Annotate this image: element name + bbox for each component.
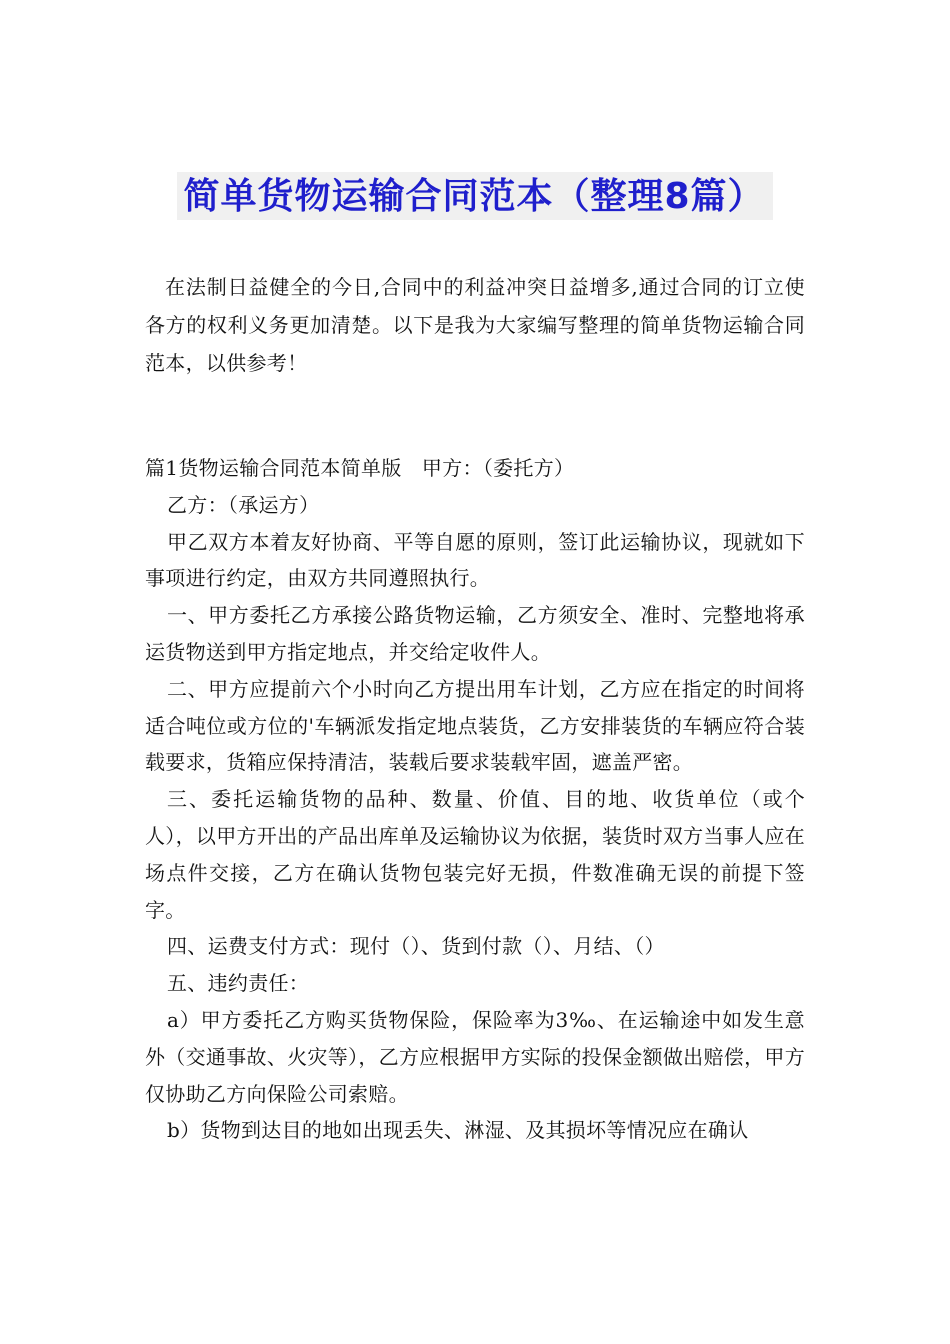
clause-5b: b）货物到达目的地如出现丢失、淋湿、及其损坏等情况应在确认 — [167, 1118, 749, 1143]
clause-2: 二、甲方应提前六个小时向乙方提出用车计划，乙方应在指定的时间将适合吨位或方位的'车辆派发指定地点装货，乙方安排装货的车辆应符合装载要求，货箱应保持清洁，装载后要求装载牢固，遮盖严密。 — [145, 676, 805, 775]
clause-1: 一、甲方委托乙方承接公路货物运输，乙方须安全、准时、完整地将承运货物送到甲方指定地点，并交给定收件人。 — [145, 603, 805, 664]
clause-4: 四、运费支付方式：现付（）、货到付款（）、月结、（） — [167, 934, 665, 959]
section-heading: 篇1货物运输合同范本简单版 甲方：（委托方） — [145, 456, 575, 480]
document-title: 简单货物运输合同范本（整理8篇） — [177, 172, 772, 220]
clause-5a: a）甲方委托乙方购买货物保险，保险率为3‰、在运输途中如发生意外（交通事故、火灾等），乙方应根据甲方实际的投保金额做出赔偿，甲方仅协助乙方向保险公司索赔。 — [145, 1007, 805, 1106]
clause-3: 三、委托运输货物的品种、数量、价值、目的地、收货单位（或个人），以甲方开出的产品出库单及运输协议为依据，装货时双方当事人应在场点件交接，乙方在确认货物包装完好无损，件数准确无误的前提下签字。 — [145, 787, 805, 922]
intro-paragraph: 在法制日益健全的今日,合同中的利益冲突日益增多,通过合同的订立使各方的权利义务更加清楚。以下是我为大家编写整理的简单货物运输合同范本，以供参考！ — [145, 275, 805, 375]
contract-body — [145, 450, 805, 1149]
clause-5: 五、违约责任： — [167, 971, 310, 996]
body-paragraph: 甲乙双方本着友好协商、平等自愿的原则，签订此运输协议，现就如下事项进行约定，由双方共同遵照执行。 — [145, 529, 805, 591]
party-b-line: 乙方：（承运方） — [167, 492, 320, 517]
title-container — [0, 172, 950, 220]
